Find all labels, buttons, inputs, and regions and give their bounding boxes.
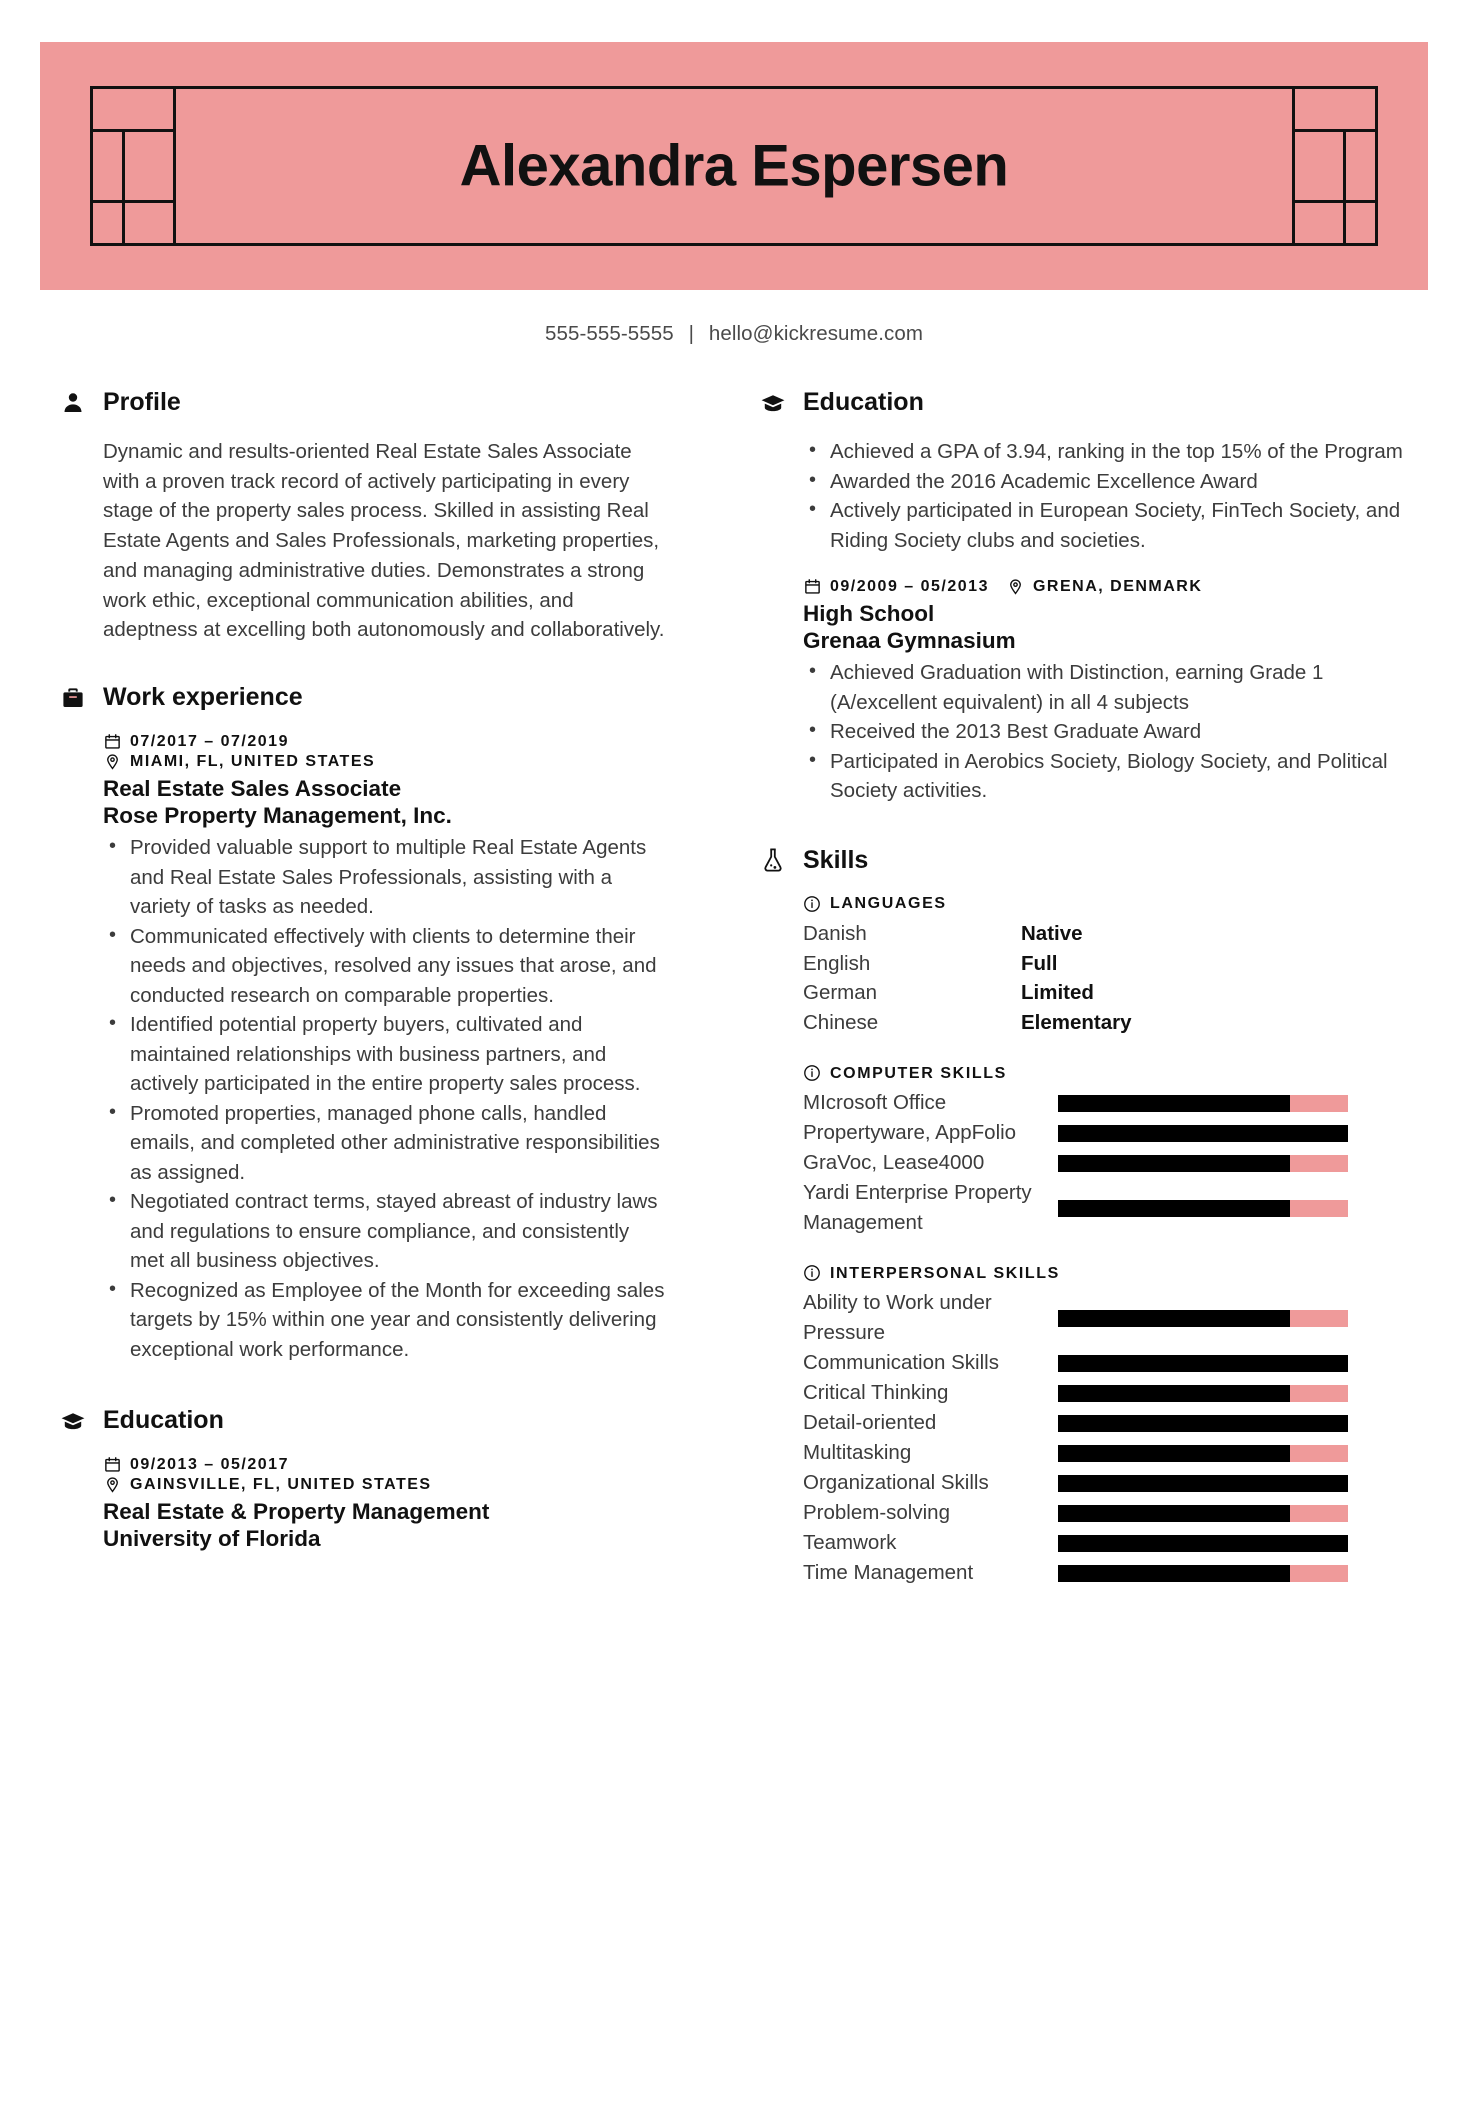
list-item: • Negotiated contract terms, stayed abreast of industry laws and regulations to ensure compliance, and consistently met all business objectives.: [103, 1187, 666, 1276]
education-bullets: [803, 658, 1408, 806]
education-location-group: [1006, 577, 1202, 596]
skill-rating-bar: [1058, 1475, 1348, 1492]
section-title-skills: Skills: [803, 845, 869, 874]
skill-name: MIcrosoft Office: [803, 1091, 947, 1115]
language-level: Full: [1021, 951, 1058, 975]
section-header-skills: [760, 846, 1408, 875]
list-item: • Identified potential property buyers, cultivated and maintained relationships with business partners, and actively participated in the entire property sales process.: [103, 1010, 666, 1099]
skill-rating-bar: [1058, 1310, 1348, 1327]
location-pin-icon: [1006, 577, 1025, 596]
skill-group-header: [803, 895, 1408, 914]
location-pin-icon: [103, 752, 122, 771]
skill-name: Problem-solving: [803, 1501, 950, 1525]
education-dates-row: [103, 1455, 666, 1474]
education-entry: [803, 577, 1408, 806]
profile-text: Dynamic and results-oriented Real Estate Sales Associate with a proven track record of actively participating in every stage of the property sales process. Skilled in assisting Real Estate Agents and Sales Professionals, marketing properties, and managing administrative duties. Demonstrates a strong work ethic, exceptional communication abilities, and adeptness at excelling both autonomously and collaboratively.: [103, 440, 665, 642]
list-item: [803, 1118, 1408, 1148]
education-right-body: [760, 437, 1408, 806]
education-school: University of Florida: [103, 1526, 321, 1552]
calendar-icon: [103, 732, 122, 751]
person-icon: [60, 390, 86, 416]
work-company: Rose Property Management, Inc.: [103, 803, 452, 829]
skill-name: Ability to Work under Pressure: [803, 1291, 992, 1345]
profile-body: [60, 437, 666, 645]
list-item: [803, 1558, 1408, 1588]
skill-rating-bar: [1058, 1355, 1348, 1372]
list-item: • Received the 2013 Best Graduate Award: [803, 717, 1408, 747]
skill-name: Detail-oriented: [803, 1411, 937, 1435]
section-title-education-left: Education: [103, 1406, 224, 1435]
list-item: • Recognized as Employee of the Month for exceeding sales targets by 15% within one year and consistently delivering exceptional work performance.: [103, 1276, 666, 1365]
skill-rating-bar: [1058, 1200, 1348, 1217]
education-location-row: [103, 1475, 666, 1494]
section-profile: [60, 388, 666, 645]
briefcase-icon: [60, 685, 86, 711]
left-column: [60, 388, 700, 1582]
calendar-icon: [103, 1455, 122, 1474]
work-location-row: [103, 752, 666, 771]
language-name: English: [803, 951, 871, 975]
skill-name: Teamwork: [803, 1531, 897, 1555]
info-icon: [803, 1064, 822, 1083]
section-education-left: [60, 1406, 666, 1552]
list-item: [803, 1008, 1408, 1038]
flask-icon: [760, 847, 786, 873]
education-location: GRENA, DENMARK: [1032, 577, 1203, 595]
skill-group-computer-skills: [803, 1064, 1408, 1238]
section-header-work: [60, 683, 666, 712]
list-item: [803, 949, 1408, 979]
work-body: [60, 732, 666, 1364]
list-item: [803, 1408, 1408, 1438]
education-school: Grenaa Gymnasium: [803, 628, 1016, 654]
skills-body: [760, 895, 1408, 1589]
skill-rating-bar: [1058, 1505, 1348, 1522]
list-item: [803, 1288, 1408, 1348]
language-level: Limited: [1021, 981, 1094, 1005]
list-item: • Promoted properties, managed phone calls, handled emails, and completed other administrative responsibilities as assigned.: [103, 1099, 666, 1188]
resume-columns: [0, 388, 1468, 1678]
list-item: • Achieved Graduation with Distinction, earning Grade 1 (A/excellent equivalent) in all 4 subjects: [803, 658, 1408, 717]
list-item: [803, 1378, 1408, 1408]
work-dates: 07/2017 – 07/2019: [130, 732, 289, 750]
list-item: [803, 1438, 1408, 1468]
graduation-cap-icon: [60, 1408, 86, 1434]
work-bullets: [103, 833, 666, 1364]
contact-separator: |: [688, 322, 695, 345]
section-title-education-right: Education: [803, 388, 924, 416]
skill-group-label: INTERPERSONAL SKILLS: [830, 1264, 1060, 1282]
skill-group-header: [803, 1064, 1408, 1083]
language-name: Chinese: [803, 1011, 879, 1035]
section-header-education-right: [760, 388, 1408, 417]
graduation-cap-icon: [760, 390, 786, 416]
education-top-bullets: [803, 437, 1408, 555]
section-work-experience: [60, 683, 666, 1364]
right-column: [700, 388, 1408, 1618]
education-dates: 09/2009 – 05/2013: [830, 577, 989, 595]
work-entry: [103, 732, 666, 1364]
skill-group-interpersonal-skills: [803, 1264, 1408, 1588]
list-item: • Achieved a GPA of 3.94, ranking in the top 15% of the Program: [803, 437, 1408, 467]
list-item: • Communicated effectively with clients to determine their needs and objectives, resolved any issues that arose, and conducted research on comparable properties.: [103, 922, 666, 1011]
list-item: [803, 1528, 1408, 1558]
decorative-frame: [90, 86, 1378, 246]
skill-rating-bar: [1058, 1125, 1348, 1142]
education-program: High School: [803, 601, 935, 627]
list-item: [803, 1348, 1408, 1378]
skill-name: Critical Thinking: [803, 1381, 949, 1405]
section-education-right: [760, 388, 1408, 806]
skill-group-header: [803, 1264, 1408, 1283]
skill-name: Multitasking: [803, 1441, 912, 1465]
skill-rating-bar: [1058, 1155, 1348, 1172]
skill-group-label: COMPUTER SKILLS: [830, 1064, 1007, 1082]
education-meta-row: [803, 577, 1408, 596]
skill-name: Time Management: [803, 1561, 974, 1585]
phone-number: 555-555-5555: [544, 322, 674, 345]
skill-name: Organizational Skills: [803, 1471, 989, 1495]
skill-name: GraVoc, Lease4000: [803, 1151, 985, 1175]
info-icon: [803, 1264, 822, 1283]
list-item: • Participated in Aerobics Society, Biology Society, and Political Society activities.: [803, 747, 1408, 806]
info-icon: [803, 895, 822, 914]
language-level: Native: [1021, 921, 1083, 945]
section-header-education-left: [60, 1406, 666, 1435]
skill-rating-bar: [1058, 1445, 1348, 1462]
section-header-profile: [60, 388, 666, 417]
education-program: Real Estate & Property Management: [103, 1499, 490, 1525]
language-name: Danish: [803, 921, 867, 945]
education-dates: 09/2013 – 05/2017: [130, 1455, 289, 1473]
list-item: [803, 1498, 1408, 1528]
skill-rating-bar: [1058, 1565, 1348, 1582]
work-location: MIAMI, FL, UNITED STATES: [130, 752, 376, 770]
list-item: [803, 1178, 1408, 1238]
skill-rating-bar: [1058, 1535, 1348, 1552]
section-skills: [760, 846, 1408, 1589]
skill-group-languages: [803, 895, 1408, 1039]
skill-rating-bar: [1058, 1415, 1348, 1432]
skill-group-label: LANGUAGES: [830, 895, 947, 913]
skill-rating-bar: [1058, 1095, 1348, 1112]
list-item: • Awarded the 2016 Academic Excellence Award: [803, 467, 1408, 497]
list-item: • Actively participated in European Society, FinTech Society, and Riding Society clubs and societies.: [803, 496, 1408, 555]
list-item: [803, 978, 1408, 1008]
header-banner: [40, 42, 1428, 290]
education-location: GAINSVILLE, FL, UNITED STATES: [130, 1475, 432, 1493]
language-level: Elementary: [1021, 1011, 1132, 1035]
list-item: [803, 1468, 1408, 1498]
work-dates-row: [103, 732, 666, 751]
education-left-body: [60, 1455, 666, 1552]
location-pin-icon: [103, 1475, 122, 1494]
calendar-icon: [803, 577, 822, 596]
section-title-profile: Profile: [103, 388, 181, 416]
list-item: [803, 1148, 1408, 1178]
email-address: hello@kickresume.com: [708, 322, 924, 345]
candidate-name: Alexandra Espersen: [459, 133, 1009, 199]
work-position: Real Estate Sales Associate: [103, 776, 402, 802]
list-item: [803, 919, 1408, 949]
list-item: [803, 1088, 1408, 1118]
education-entry: [103, 1455, 666, 1552]
skill-name: Yardi Enterprise Property Management: [803, 1181, 1032, 1235]
list-item: • Provided valuable support to multiple Real Estate Agents and Real Estate Sales Professionals, assisting with a variety of tasks as needed.: [103, 833, 666, 922]
section-title-work: Work experience: [103, 683, 303, 712]
language-name: German: [803, 981, 878, 1005]
skill-rating-bar: [1058, 1385, 1348, 1402]
contact-line: [0, 322, 1468, 346]
skill-name: Propertyware, AppFolio: [803, 1121, 1017, 1145]
skill-name: Communication Skills: [803, 1351, 999, 1375]
